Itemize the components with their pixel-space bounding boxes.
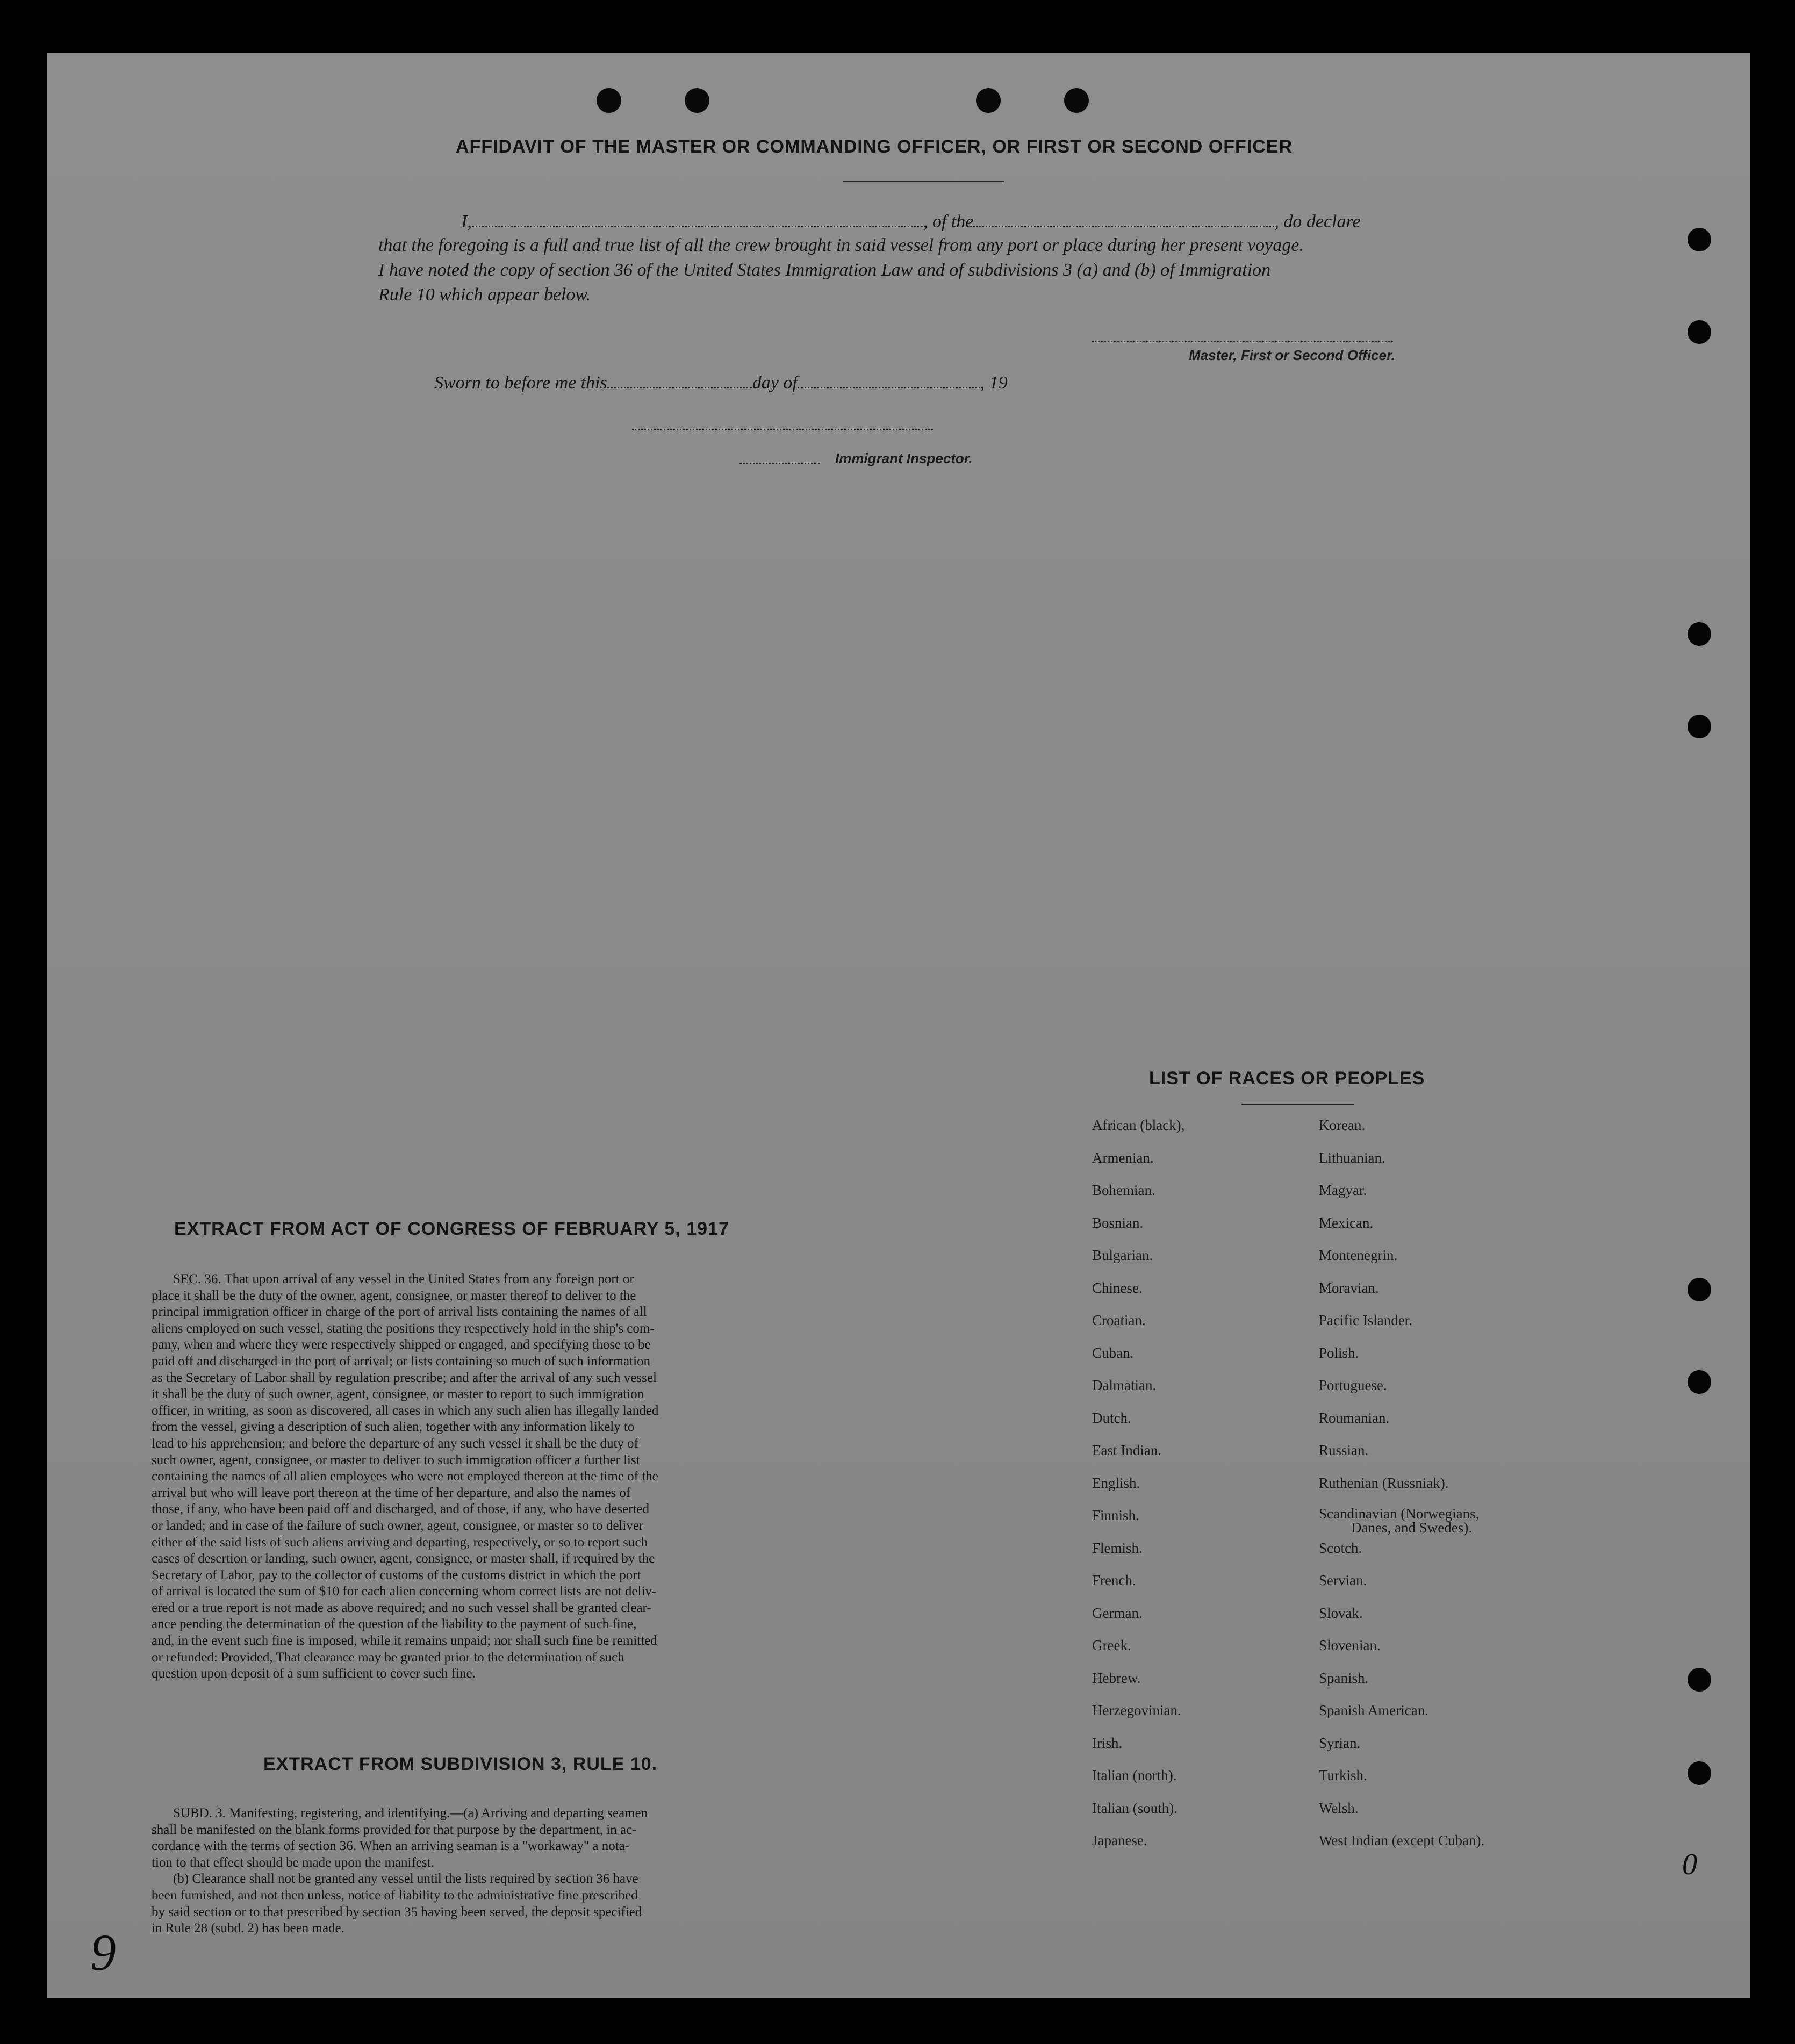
race-item: Syrian.	[1319, 1734, 1361, 1751]
punch-hole	[1688, 622, 1711, 646]
rule-extract-body	[152, 1805, 839, 1937]
race-item: Finnish.	[1092, 1507, 1139, 1523]
sworn-line: Sworn to before me this day of , 19	[434, 373, 1008, 393]
race-item: Polish.	[1319, 1344, 1359, 1361]
text-line: (b) Clearance shall not be granted any vessel until the lists required by section 36 have	[173, 1872, 638, 1887]
race-item: English.	[1092, 1474, 1140, 1491]
race-item: Italian (north).	[1092, 1767, 1177, 1783]
act-extract-title: EXTRACT FROM ACT OF CONGRESS OF FEBRUARY 5, 1917	[174, 1219, 729, 1239]
text-line: Secretary of Labor, pay to the collector of customs of the customs district in which the port	[152, 1567, 641, 1582]
affidavit-line-1: I, , of the , do declare	[461, 212, 1361, 232]
text-line: question upon deposit of a sum sufficient to cover such fine.	[152, 1666, 476, 1681]
race-item-continuation: Danes, and Swedes).	[1351, 1520, 1472, 1536]
text-line: in Rule 28 (subd. 2) has been made.	[152, 1921, 344, 1936]
race-item: Lithuanian.	[1319, 1149, 1385, 1166]
race-item: Turkish.	[1319, 1767, 1367, 1783]
text-line: paid off and discharged in the port of arrival; or lists containing so much of such information	[152, 1354, 651, 1369]
text-line: such owner, agent, consignee, or master to deliver to such immigration officer a further list	[152, 1452, 640, 1467]
affidavit-title: AFFIDAVIT OF THE MASTER OR COMMANDING OFFICER, OR FIRST OR SECOND OFFICER	[456, 136, 1293, 157]
punch-hole	[1688, 715, 1711, 738]
text-line: cases of desertion or landing, such owner, agent, consignee, or master shall, if required by the	[152, 1551, 655, 1566]
text-line: as the Secretary of Labor shall by regulation prescribe; and after the arrival of any such vessel	[152, 1370, 657, 1385]
race-item: Herzegovinian.	[1092, 1702, 1181, 1718]
text-line: it shall be the duty of such owner, agent, consignee, or master to report to such immigration	[152, 1387, 644, 1402]
text-line: SUBD. 3. Manifesting, registering, and identifying.—(a) Arriving and departing seamen	[173, 1806, 648, 1820]
rule-extract-title: EXTRACT FROM SUBDIVISION 3, RULE 10.	[263, 1754, 658, 1774]
text-line: containing the names of all alien employees who were not employed thereon at the time of the	[152, 1469, 658, 1484]
punch-hole	[597, 88, 621, 113]
race-item: Mexican.	[1319, 1214, 1374, 1231]
race-item: Korean.	[1319, 1117, 1366, 1133]
race-item: Cuban.	[1092, 1344, 1134, 1361]
text-line: cordance with the terms of section 36. When an arriving seaman is a "workaway" a nota-	[152, 1839, 630, 1854]
text-line: pany, when and where they were respectively shipped or engaged, and specifying those to be	[152, 1337, 651, 1352]
text-line: ance pending the determination of the question of the liability to the payment of such fine,	[152, 1617, 637, 1632]
text-line: or landed; and in case of the failure of such owner, agent, consignee, or master so to deliver	[152, 1518, 644, 1533]
race-item: Bohemian.	[1092, 1182, 1155, 1198]
race-item: Slovenian.	[1319, 1637, 1381, 1653]
race-item: Spanish American.	[1319, 1702, 1428, 1718]
race-item: Greek.	[1092, 1637, 1131, 1653]
text-line: been furnished, and not then unless, notice of liability to the administrative fine prescribed	[152, 1888, 638, 1903]
punch-hole	[1688, 1761, 1711, 1785]
race-item: Italian (south).	[1092, 1800, 1177, 1816]
race-item: Roumanian.	[1319, 1409, 1390, 1426]
race-item: Scotch.	[1319, 1539, 1362, 1556]
text-line: those, if any, who have been paid off and discharged, and of those, if any, who have deserted	[152, 1502, 650, 1517]
race-item: Spanish.	[1319, 1669, 1369, 1686]
race-item: Welsh.	[1319, 1800, 1359, 1816]
divider	[1241, 1104, 1354, 1105]
race-item: Servian.	[1319, 1572, 1367, 1588]
race-item: Dutch.	[1092, 1409, 1131, 1426]
text-line: place it shall be the duty of the owner, agent, consignee, or master thereof to deliver to the	[152, 1288, 636, 1303]
text-line: lead to his apprehension; and before the departure of any such vessel it shall be the duty of	[152, 1436, 638, 1451]
race-item: German.	[1092, 1604, 1143, 1621]
punch-hole	[976, 88, 1001, 113]
punch-hole	[1688, 320, 1711, 344]
race-item: Dalmatian.	[1092, 1377, 1157, 1393]
race-item: West Indian (except Cuban).	[1319, 1832, 1485, 1848]
race-item: Armenian.	[1092, 1149, 1154, 1166]
text-line: SEC. 36. That upon arrival of any vessel in the United States from any foreign port or	[173, 1272, 634, 1286]
text-line: officer, in writing, as soon as discovered, all cases in which any such alien has illegally landed	[152, 1403, 659, 1418]
race-item: Montenegrin.	[1319, 1247, 1398, 1263]
inspector-signature-line	[632, 429, 933, 430]
divider	[843, 181, 1004, 182]
race-item: Moravian.	[1319, 1279, 1379, 1296]
affidavit-line-4: Rule 10 which appear below.	[378, 285, 591, 305]
race-item: Magyar.	[1319, 1182, 1367, 1198]
affidavit-line-3: I have noted the copy of section 36 of the United States Immigration Law and of subdivisions 3 (a) and (b) of Immigration	[378, 260, 1271, 280]
text-line: tion to that effect should be made upon the manifest.	[152, 1855, 434, 1870]
handwritten-page-number: 9	[90, 1924, 116, 1981]
document-sheet	[47, 53, 1750, 1998]
punch-hole	[1688, 1278, 1711, 1301]
handwritten-corner-mark: 0	[1682, 1848, 1697, 1881]
text-line: shall be manifested on the blank forms provided for that purpose by the department, in ac-	[152, 1822, 637, 1837]
text-line: from the vessel, giving a description of such alien, together with any information likely to	[152, 1420, 635, 1435]
signature-line	[1092, 341, 1393, 342]
text-line: of arrival is located the sum of $10 for each alien concerning whom correct lists are not deliv-	[152, 1584, 657, 1599]
race-item: Bosnian.	[1092, 1214, 1144, 1231]
race-item: Ruthenian (Russniak).	[1319, 1474, 1449, 1491]
race-item: Croatian.	[1092, 1312, 1146, 1328]
race-item: Pacific Islander.	[1319, 1312, 1412, 1328]
punch-hole	[1688, 1370, 1711, 1394]
race-item: Hebrew.	[1092, 1669, 1141, 1686]
race-item: Portuguese.	[1319, 1377, 1387, 1393]
race-item: French.	[1092, 1572, 1136, 1588]
race-item: Japanese.	[1092, 1832, 1147, 1848]
race-item: Scandinavian (Norwegians, Danes, and Swedes).	[1319, 1506, 1480, 1536]
race-item: Bulgarian.	[1092, 1247, 1153, 1263]
punch-hole	[1688, 1668, 1711, 1692]
text-line: by said section or to that prescribed by section 35 having been served, the deposit specified	[152, 1904, 642, 1919]
act-extract-body	[152, 1271, 839, 1682]
race-item: Chinese.	[1092, 1279, 1143, 1296]
inspector-dots	[739, 463, 820, 464]
text-line: either of the said lists of such aliens arriving and departing, respectively, or so to report such	[152, 1535, 648, 1550]
punch-hole	[1064, 88, 1089, 113]
race-item: Slovak.	[1319, 1604, 1363, 1621]
inspector-caption: Immigrant Inspector.	[835, 450, 973, 466]
punch-hole	[685, 88, 709, 113]
text-line: ered or a true report is not made as above required; and no such vessel shall be granted clear-	[152, 1600, 651, 1615]
text-line: or refunded: Provided, That clearance may be granted prior to the determination of such	[152, 1650, 624, 1665]
officer-caption: Master, First or Second Officer.	[1189, 347, 1395, 363]
text-line: arrival but who will leave port thereon at the time of her departure, and also the names of	[152, 1485, 631, 1500]
affidavit-line-2: that the foregoing is a full and true list of all the crew brought in said vessel from any port or place during her present voyage.	[378, 235, 1304, 255]
races-title: LIST OF RACES OR PEOPLES	[1149, 1068, 1425, 1089]
punch-hole	[1688, 228, 1711, 251]
race-item: Russian.	[1319, 1442, 1369, 1458]
race-item: African (black),	[1092, 1117, 1185, 1133]
race-item: East Indian.	[1092, 1442, 1161, 1458]
races-list-left	[1092, 1117, 1184, 1865]
text-line: principal immigration officer in charge of the port of arrival lists containing the names of all	[152, 1305, 647, 1320]
text-line: aliens employed on such vessel, stating the positions they respectively hold in the ship's com-	[152, 1321, 655, 1336]
race-item: Irish.	[1092, 1734, 1123, 1751]
text-line: and, in the event such fine is imposed, while it remains unpaid; nor shall such fine be remitted	[152, 1633, 657, 1649]
race-item: Flemish.	[1092, 1539, 1143, 1556]
races-list-right	[1319, 1117, 1484, 1865]
